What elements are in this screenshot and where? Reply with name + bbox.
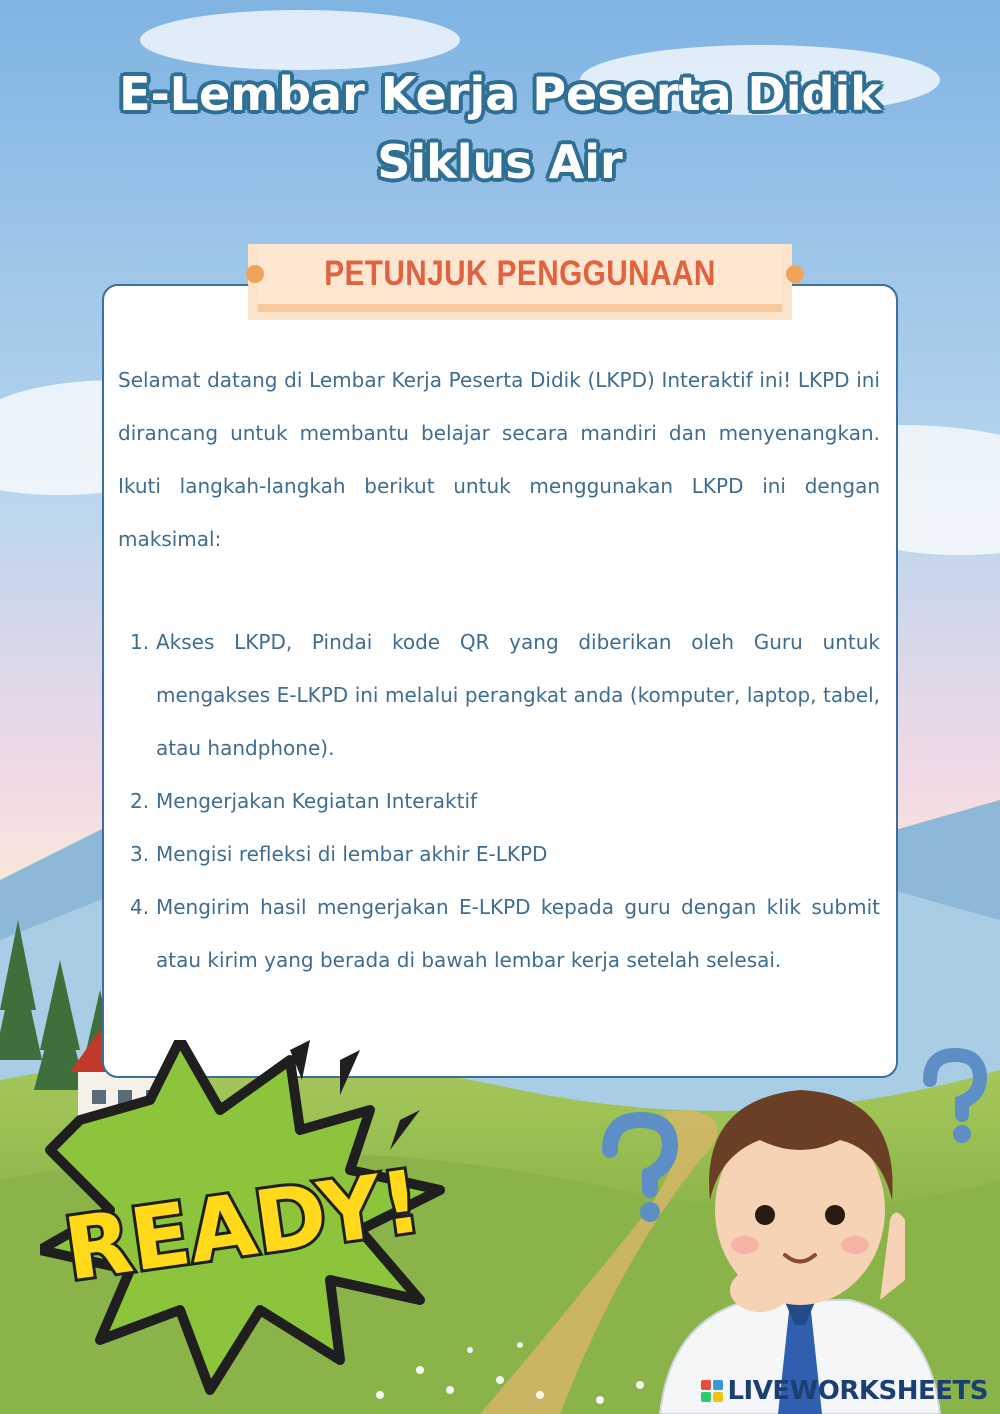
- list-item: [118, 775, 880, 828]
- banner-dot-right: [786, 265, 804, 283]
- ready-text: READY!: [58, 1151, 428, 1301]
- liveworksheets-logo-icon: [701, 1380, 723, 1402]
- question-mark-icon: [610, 1120, 670, 1222]
- step-text: Mengirim hasil mengerjakan E-LKPD kepada guru dengan klik submit atau kirim yang berada di bawah lembar kerja setelah selesai.: [156, 895, 880, 972]
- step-number: 1.: [130, 630, 150, 654]
- question-mark-icon: [930, 1055, 980, 1143]
- step-text: Mengisi refleksi di lembar akhir E-LKPD: [156, 842, 548, 866]
- step-number: 3.: [130, 842, 150, 866]
- page-title-line2: Siklus Air: [377, 135, 623, 189]
- step-text: Mengerjakan Kegiatan Interaktif: [156, 789, 478, 813]
- step-text: Akses LKPD, Pindai kode QR yang diberikan oleh Guru untuk mengakses E-LKPD ini melalui perangkat anda (komputer, laptop, tabel, atau handphone).: [156, 630, 880, 760]
- liveworksheets-watermark: [701, 1376, 988, 1406]
- section-heading: PETUNJUK PENGGUNAAN: [324, 254, 716, 293]
- watermark-text: LIVEWORKSHEETS: [727, 1376, 988, 1406]
- step-number: 2.: [130, 789, 150, 813]
- banner-dot-left: [246, 265, 264, 283]
- list-item: [118, 881, 880, 987]
- step-number: 4.: [130, 895, 150, 919]
- ready-sticker: [40, 1040, 460, 1400]
- intro-paragraph: Selamat datang di Lembar Kerja Peserta Didik (LKPD) Interaktif ini! LKPD ini dirancang untuk membantu belajar secara mandiri dan menyenangkan. Ikuti langkah-langkah berikut untuk menggunakan LKPD ini dengan maksimal:: [118, 368, 880, 551]
- instruction-steps: [118, 616, 880, 987]
- list-item: [118, 616, 880, 775]
- thinking-boy-illustration: [600, 1040, 1000, 1414]
- list-item: [118, 828, 880, 881]
- page-title-line1: E-Lembar Kerja Peserta Didik: [119, 67, 881, 121]
- section-banner: [248, 244, 792, 320]
